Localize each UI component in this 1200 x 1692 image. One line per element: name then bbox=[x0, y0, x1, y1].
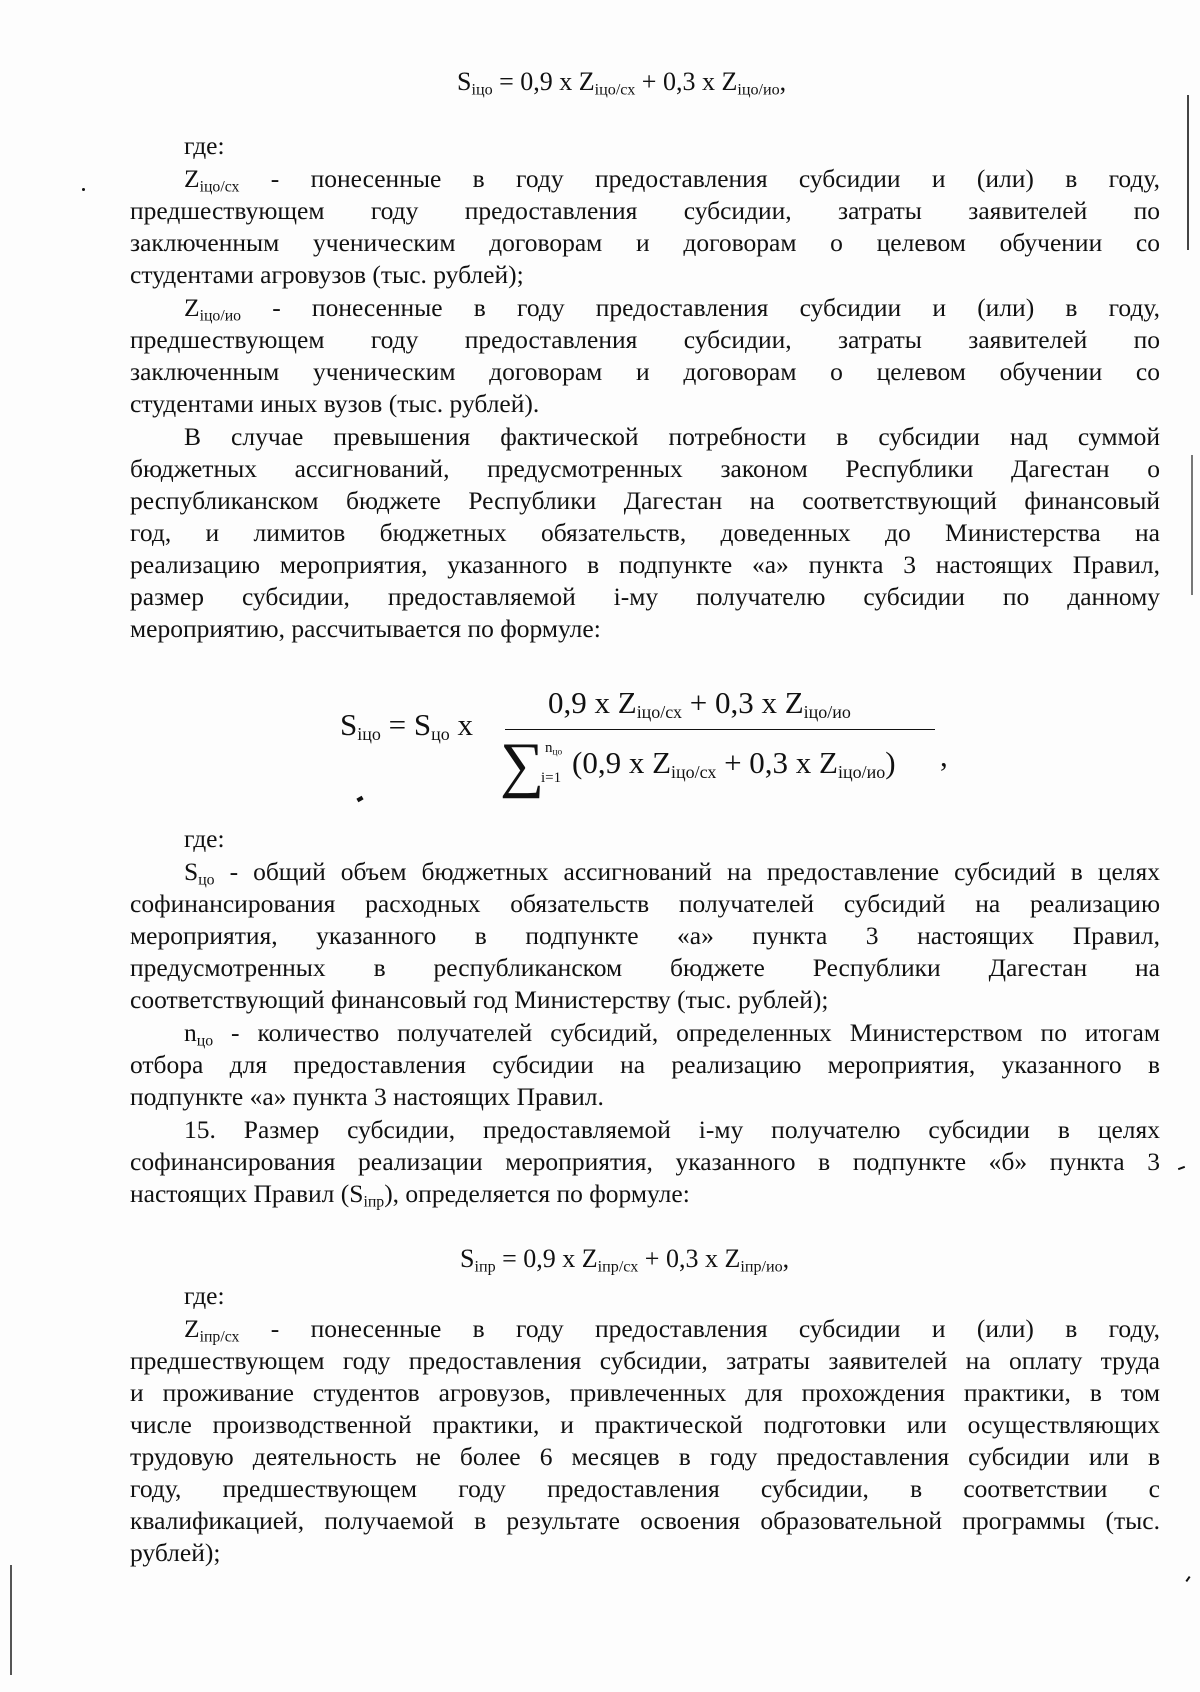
formula-denominator bbox=[572, 745, 896, 783]
formula-subscript: іпр bbox=[474, 1258, 496, 1276]
formula-s-ico bbox=[457, 66, 786, 98]
definition-text: - понесенные в году предоставления субсидии и (или) в году, bbox=[241, 293, 1160, 322]
definition-line: числе производственной практики, и практической подготовки или осуществляющих bbox=[130, 1410, 1160, 1439]
formula-numerator bbox=[548, 685, 851, 723]
definition-text: - количество получателей субсидий, определенных Министерством по итогам bbox=[213, 1018, 1160, 1047]
formula-text: S bbox=[460, 1244, 475, 1273]
definition-symbol: Z bbox=[184, 293, 200, 322]
formula-text: S bbox=[457, 67, 472, 96]
formula-text: = 0,9 х Z bbox=[492, 67, 595, 96]
definition-subscript: цо bbox=[198, 871, 215, 889]
scan-edge-line-right-2 bbox=[1191, 455, 1193, 595]
definition-line bbox=[184, 1313, 1160, 1345]
definition-symbol: n bbox=[184, 1018, 197, 1047]
definition-subscript: іцо/сх bbox=[199, 178, 240, 196]
formula-trailing-comma: , bbox=[940, 738, 948, 773]
definition-text: - понесенные в году предоставления субсидии и (или) в году, bbox=[239, 1314, 1160, 1343]
formula-text: = 0,9 х Z bbox=[495, 1244, 598, 1273]
definition-subscript: іцо/ио bbox=[199, 307, 242, 325]
formula-text: ) bbox=[885, 745, 896, 780]
definition-line: заключенным ученическим договорам и договорам о целевом обучении со bbox=[130, 228, 1160, 257]
formula-text: + 0,3 х Z bbox=[682, 685, 804, 720]
paragraph-line: реализацию мероприятия, указанного в подпункте «а» пункта 3 настоящих Правил, bbox=[130, 550, 1160, 579]
definition-text: - понесенные в году предоставления субсидии и (или) в году, bbox=[239, 164, 1160, 193]
definition-line: трудовую деятельность не более 6 месяцев в году предоставления субсидии или в bbox=[130, 1442, 1160, 1471]
definition-line: студентами иных вузов (тыс. рублей). bbox=[130, 389, 540, 418]
formula-subscript: цо bbox=[431, 724, 450, 745]
formula-subscript: іпр/ио bbox=[740, 1258, 783, 1276]
definition-line: предшествующем году предоставления субсидии, затраты заявителей по bbox=[130, 196, 1160, 225]
definition-line bbox=[184, 292, 1160, 324]
definition-line: софинансирования расходных обязательств получателей субсидий на реализацию bbox=[130, 889, 1160, 918]
formula-fraction-lhs bbox=[340, 707, 473, 745]
scan-dot bbox=[1178, 1166, 1185, 1170]
where-label: где: bbox=[184, 1281, 225, 1310]
paragraph-line: софинансирования реализации мероприятия, указанного в подпункте «б» пункта 3 bbox=[130, 1147, 1160, 1176]
paragraph-line bbox=[130, 1178, 1160, 1210]
definition-subscript: цо bbox=[196, 1032, 214, 1050]
paragraph-line: В случае превышения фактической потребности в субсидии над суммой bbox=[184, 422, 1160, 451]
where-label: где: bbox=[184, 824, 225, 853]
definition-line: и проживание студентов агровузов, привлеченных для прохождения практики, в том bbox=[130, 1378, 1160, 1407]
paragraph-line: 15. Размер субсидии, предоставляемой і-му получателю субсидии в целях bbox=[184, 1115, 1160, 1144]
scan-dot bbox=[1185, 1576, 1190, 1582]
definition-line: предшествующем году предоставления субсидии, затраты заявителей по bbox=[130, 325, 1160, 354]
definition-line: рублей); bbox=[130, 1538, 221, 1567]
sum-upper-limit bbox=[545, 741, 562, 756]
definition-symbol: Z bbox=[184, 1314, 200, 1343]
definition-line bbox=[184, 856, 1160, 888]
scan-edge-line-left bbox=[10, 1565, 12, 1675]
definition-line: году, предшествующем году предоставления субсидии, в соответствии с bbox=[130, 1474, 1160, 1503]
definition-line: заключенным ученическим договорам и договорам о целевом обучении со bbox=[130, 357, 1160, 386]
definition-line: квалификацией, получаемой в результате освоения образовательной программы (тыс. bbox=[130, 1506, 1160, 1535]
formula-subscript: іцо/сх bbox=[594, 81, 636, 99]
sum-upper-text: n bbox=[545, 740, 553, 756]
formula-subscript: іцо/ио bbox=[737, 81, 780, 99]
formula-subscript: іцо bbox=[357, 724, 381, 745]
formula-text: = S bbox=[380, 707, 432, 742]
formula-text: 0,9 х Z bbox=[548, 685, 637, 720]
formula-text: (0,9 х Z bbox=[572, 745, 672, 780]
definition-line: отбора для предоставления субсидии на реализацию мероприятия, указанного в bbox=[130, 1050, 1160, 1079]
formula-text: х bbox=[449, 707, 473, 742]
definition-line bbox=[184, 163, 1160, 195]
definition-line: подпункте «а» пункта 3 настоящих Правил. bbox=[130, 1082, 604, 1111]
definition-symbol: S bbox=[184, 857, 199, 886]
formula-text: + 0,3 х Z bbox=[716, 745, 838, 780]
definition-subscript: іпр/сх bbox=[199, 1328, 240, 1346]
formula-subscript: іцо/сх bbox=[671, 762, 717, 783]
sum-lower-limit: i=1 bbox=[541, 770, 562, 786]
paragraph-line: мероприятию, рассчитывается по формуле: bbox=[130, 614, 601, 643]
formula-subscript: іцо/ио bbox=[803, 702, 851, 723]
paragraph-line: размер субсидии, предоставляемой і-му получателю субсидии по данному bbox=[130, 582, 1160, 611]
formula-text: + 0,3 х Z bbox=[635, 67, 738, 96]
paragraph-subscript: іпр bbox=[363, 1193, 385, 1211]
definition-line bbox=[184, 1017, 1160, 1049]
formula-text: , bbox=[779, 67, 787, 96]
scan-dot bbox=[82, 188, 85, 191]
formula-s-ipr bbox=[460, 1243, 789, 1275]
scan-edge-line-right bbox=[1187, 95, 1189, 250]
paragraph-line: республиканском бюджете Республики Дагестан на соответствующий финансовый bbox=[130, 486, 1160, 515]
paragraph-text: ), определяется по формуле: bbox=[384, 1179, 690, 1208]
formula-text: S bbox=[340, 707, 358, 742]
formula-subscript: іпр/сх bbox=[597, 1258, 639, 1276]
fraction-bar bbox=[505, 729, 935, 730]
definition-line: студентами агровузов (тыс. рублей); bbox=[130, 260, 524, 289]
paragraph-line: бюджетных ассигнований, предусмотренных законом Республики Дагестан о bbox=[130, 454, 1160, 483]
formula-text: + 0,3 х Z bbox=[638, 1244, 741, 1273]
sum-upper-subscript: цо bbox=[552, 747, 563, 758]
definition-line: мероприятия, указанного в подпункте «а» пункта 3 настоящих Правил, bbox=[130, 921, 1160, 950]
definition-line: предусмотренных в республиканском бюджете Республики Дагестан на bbox=[130, 953, 1160, 982]
formula-subscript: іцо bbox=[471, 81, 493, 99]
paragraph-text: настоящих Правил (S bbox=[130, 1179, 364, 1208]
paragraph-line: год, и лимитов бюджетных обязательств, доведенных до Министерства на bbox=[130, 518, 1160, 547]
scan-dot bbox=[356, 796, 363, 802]
sum-sign: ∑ bbox=[500, 731, 545, 799]
definition-symbol: Z bbox=[184, 164, 200, 193]
formula-subscript: іцо/ио bbox=[838, 762, 886, 783]
definition-line: предшествующем году предоставления субсидии, затраты заявителей на оплату труда bbox=[130, 1346, 1160, 1375]
definition-line: соответствующий финансовый год Министерству (тыс. рублей); bbox=[130, 985, 829, 1014]
where-label: где: bbox=[184, 131, 225, 160]
formula-subscript: іцо/сх bbox=[636, 702, 682, 723]
formula-text: , bbox=[782, 1244, 790, 1273]
definition-text: - общий объем бюджетных ассигнований на предоставление субсидий в целях bbox=[214, 857, 1160, 886]
